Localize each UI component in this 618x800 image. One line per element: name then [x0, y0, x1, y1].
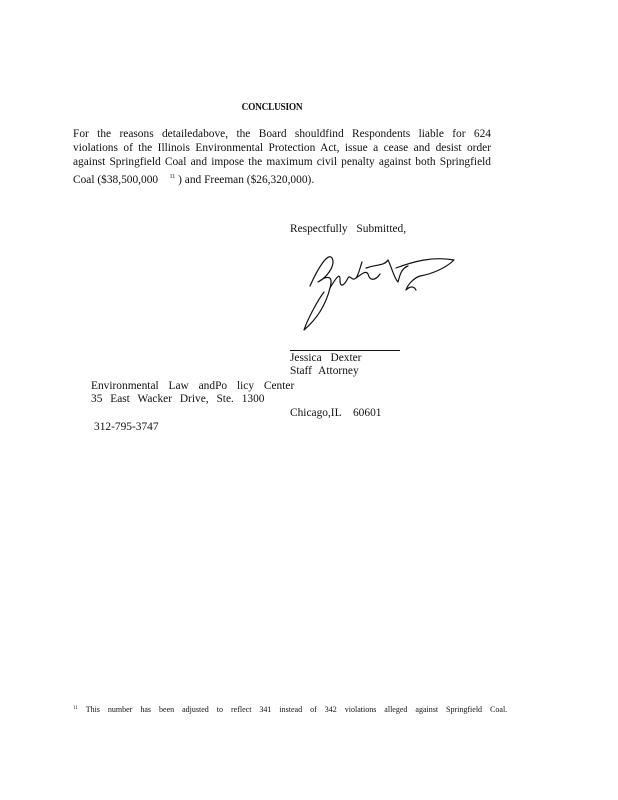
closing-text: Respectfully Submitted,	[290, 223, 407, 235]
penalty-freeman: ) and Freeman ($26,320,000).	[178, 173, 315, 186]
paragraph-line-3: against Springfield Coal and impose the maximum civil penalty against both Springfield	[73, 156, 491, 169]
organization-name: Environmental Law andPo licy Center	[91, 380, 295, 392]
paragraph-line-4	[73, 170, 491, 184]
footnote-text: This number has been adjusted to reflect 341 instead of 342 violations alleged against Springfield Coal.	[85, 705, 508, 714]
signer-name: Jessica Dexter	[290, 352, 362, 364]
signature-image	[296, 238, 458, 334]
paragraph-line-1: For the reasons detailedabove, the Board shouldfind Respondents liable for 624	[73, 128, 491, 140]
footnote-mark: 11	[73, 706, 78, 711]
conclusion-paragraph	[73, 127, 491, 184]
penalty-springfield: Coal ($38,500,000	[73, 173, 159, 186]
section-heading: CONCLUSION	[241, 101, 303, 113]
footnote	[73, 705, 507, 714]
signature-line	[290, 350, 400, 351]
paragraph-line-2: violations of the Illinois Environmental Protection Act, issue a cease and desist order	[73, 142, 491, 155]
signer-title: Staff Attorney	[290, 365, 359, 377]
organization-city: Chicago,IL 60601	[290, 407, 382, 419]
organization-address: 35 East Wacker Drive, Ste. 1300	[91, 393, 265, 405]
organization-phone: 312-795-3747	[94, 421, 159, 433]
footnote-reference: 11	[169, 173, 176, 180]
